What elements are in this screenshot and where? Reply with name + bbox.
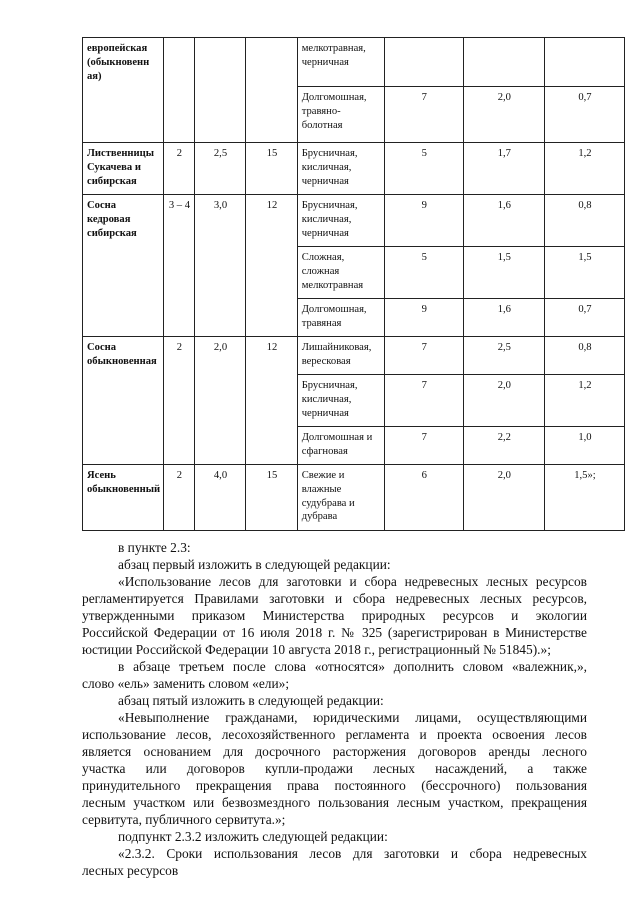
value-cell: 1,2 (544, 375, 624, 427)
value-cell: 2,5 (463, 337, 544, 375)
diameter-cell: 12 (246, 337, 297, 465)
text-line: «Невыполнение гражданами, юридическими лицами, осуществляющими (118, 710, 587, 725)
value-cell: 0,7 (544, 87, 624, 143)
text-line: участка или договоров купли-продажи лесных насаждений, а также (82, 761, 587, 776)
text-line: слово «ель» заменить словом «ели»; (82, 676, 290, 691)
value-cell: 1,6 (463, 299, 544, 337)
forest-type-cell: Брусничная, кисличная, черничная (297, 195, 384, 247)
table-row (83, 195, 625, 247)
forest-type-cell: Сложная, сложная мелкотравная (297, 247, 384, 299)
paragraph-amend-3 (0, 658, 625, 692)
forest-type-cell: Долгомошная и сфагновая (297, 427, 384, 465)
value-cell: 2,0 (463, 465, 544, 531)
forest-type-cell: Долгомошная, травяно-болотная (297, 87, 384, 143)
forest-type-cell: Долгомошная, травяная (297, 299, 384, 337)
paragraph-quote-1 (0, 573, 625, 658)
text-line: Российской Федерации от 16 июля 2018 г. № 325 (зарегистрирован в Министерстве (82, 625, 587, 640)
species-cell: Лиственницы Сукачева и сибирская (83, 143, 164, 195)
height-cell: 3,0 (194, 195, 246, 337)
table-row (83, 337, 625, 375)
age-cell: 3 – 4 (164, 195, 195, 337)
forest-type-cell: Свежие и влажные судубрава и дубрава (297, 465, 384, 531)
value-cell: 0,8 (544, 195, 624, 247)
text-line: в абзаце третьем после слова «относятся» дополнить словом «валежник,», (118, 659, 587, 674)
height-cell: 2,5 (194, 143, 246, 195)
text-line: принудительного прекращения права постоянного (бессрочного) пользования (82, 778, 587, 793)
height-cell: 2,0 (194, 337, 246, 465)
value-cell: 0,7 (544, 299, 624, 337)
text-line: «2.3.2. Сроки использования лесов для заготовки и сбора недревесных (118, 846, 587, 861)
value-cell: 1,0 (544, 427, 624, 465)
value-cell: 6 (384, 465, 463, 531)
text-line: абзац первый изложить в следующей редакции: (118, 557, 391, 572)
age-cell: 2 (164, 143, 195, 195)
height-cell: 4,0 (194, 465, 246, 531)
value-cell: 1,6 (463, 195, 544, 247)
text-line: лесных ресурсов (82, 863, 179, 878)
paragraph-quote-5 (0, 709, 625, 828)
norms-table (82, 37, 625, 531)
text-line: лесным участком или безвозмездного пользования лесным участком, прекращения (82, 795, 587, 810)
forest-type-cell: мелкотравная, черничная (297, 38, 384, 87)
species-cell: Ясень обыкновенный (83, 465, 164, 531)
value-cell: 0,8 (544, 337, 624, 375)
forest-type-cell: Брусничная, кисличная, черничная (297, 375, 384, 427)
diameter-cell (246, 38, 297, 143)
value-cell: 2,2 (463, 427, 544, 465)
value-cell (544, 38, 624, 87)
species-cell: Сосна кедровая сибирская (83, 195, 164, 337)
text-line: регламентируется Правилами заготовки и сбора недревесных лесных ресурсов, (82, 591, 587, 606)
age-cell (164, 38, 195, 143)
species-cell: Сосна обыкновенная (83, 337, 164, 465)
text-line: утвержденными приказом Министерства природных ресурсов и экологии (82, 608, 587, 623)
age-cell: 2 (164, 465, 195, 531)
value-cell (384, 38, 463, 87)
value-cell: 9 (384, 299, 463, 337)
height-cell (194, 38, 246, 143)
text-line: абзац пятый изложить в следующей редакции: (118, 693, 384, 708)
text-line: использование лесов, лесохозяйственного регламента и проекта освоения лесов (82, 727, 587, 742)
text-line: юстиции Российской Федерации 10 августа 2018 г., регистрационный № 51845).»; (82, 642, 551, 657)
value-cell (463, 38, 544, 87)
text-line: подпункт 2.3.2 изложить следующей редакции: (118, 829, 388, 844)
forest-type-cell: Брусничная, кисличная, черничная (297, 143, 384, 195)
text-line: «Использование лесов для заготовки и сбора недревесных лесных ресурсов (118, 574, 587, 589)
value-cell: 7 (384, 427, 463, 465)
text-line: сервитута, публичного сервитута.»; (82, 812, 286, 827)
diameter-cell: 15 (246, 465, 297, 531)
table-row (83, 143, 625, 195)
value-cell: 7 (384, 87, 463, 143)
value-cell: 7 (384, 337, 463, 375)
diameter-cell: 12 (246, 195, 297, 337)
value-cell: 2,0 (463, 375, 544, 427)
value-cell: 2,0 (463, 87, 544, 143)
text-line: в пункте 2.3: (118, 540, 191, 555)
value-cell: 5 (384, 143, 463, 195)
value-cell: 7 (384, 375, 463, 427)
age-cell: 2 (164, 337, 195, 465)
diameter-cell: 15 (246, 143, 297, 195)
value-cell: 1,2 (544, 143, 624, 195)
text-line: является основанием для досрочного расторжения договоров аренды лесного (82, 744, 587, 759)
value-cell: 1,5 (463, 247, 544, 299)
value-cell: 5 (384, 247, 463, 299)
value-cell: 1,5»; (544, 465, 624, 531)
value-cell: 9 (384, 195, 463, 247)
value-cell: 1,7 (463, 143, 544, 195)
species-cell: европейская (обыкновенн ая) (83, 38, 164, 143)
forest-type-cell: Лишайниковая, вересковая (297, 337, 384, 375)
body-text (0, 539, 625, 879)
table-row (83, 465, 625, 531)
table-row (83, 38, 625, 87)
paragraph-quote-232 (0, 845, 625, 879)
value-cell: 1,5 (544, 247, 624, 299)
